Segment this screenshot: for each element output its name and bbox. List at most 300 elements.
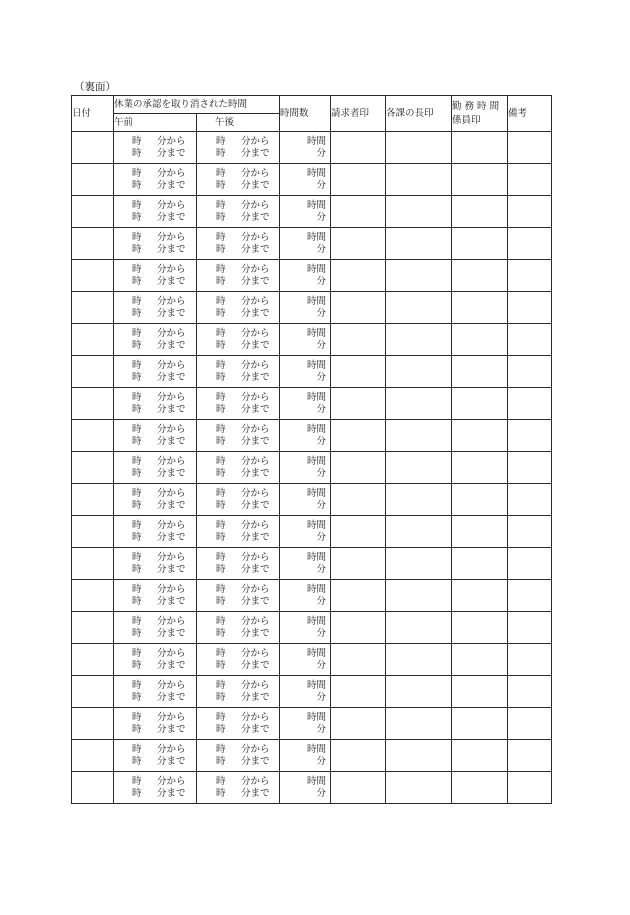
am-cell[interactable] bbox=[114, 420, 197, 452]
until-label: 分まで bbox=[157, 308, 186, 319]
section-chief-seal-cell[interactable] bbox=[386, 452, 452, 484]
pm-cell[interactable] bbox=[197, 196, 280, 228]
am-cell[interactable] bbox=[114, 164, 197, 196]
pm-cell[interactable] bbox=[197, 484, 280, 516]
pm-until-line bbox=[216, 596, 279, 607]
hours-minutes bbox=[280, 424, 330, 447]
am-until-line bbox=[132, 628, 196, 639]
pm-cell[interactable] bbox=[197, 612, 280, 644]
hour-label: 時 bbox=[132, 692, 142, 703]
pm-time-range bbox=[197, 296, 279, 319]
pm-time-range bbox=[197, 328, 279, 351]
section-chief-seal-cell[interactable] bbox=[386, 580, 452, 612]
hours-count-cell[interactable] bbox=[280, 484, 331, 516]
pm-from-line bbox=[216, 424, 279, 435]
hours-label: 時間 bbox=[307, 168, 327, 179]
section-chief-seal-cell[interactable] bbox=[386, 548, 452, 580]
from-label: 分から bbox=[241, 168, 270, 179]
hours-count-cell[interactable] bbox=[280, 356, 331, 388]
remarks-cell[interactable] bbox=[508, 772, 552, 804]
am-until-line bbox=[132, 500, 196, 511]
hours-label: 時間 bbox=[307, 776, 327, 787]
hours-count-cell[interactable] bbox=[280, 612, 331, 644]
table-row bbox=[72, 484, 552, 516]
requester-seal-cell[interactable] bbox=[331, 580, 386, 612]
am-cell[interactable] bbox=[114, 228, 197, 260]
section-chief-seal-cell[interactable] bbox=[386, 420, 452, 452]
date-cell[interactable] bbox=[72, 132, 114, 164]
am-from-line bbox=[132, 552, 196, 563]
date-cell[interactable] bbox=[72, 292, 114, 324]
duty-staff-seal-cell[interactable] bbox=[452, 452, 508, 484]
pm-cell[interactable] bbox=[197, 260, 280, 292]
minutes-label: 分 bbox=[316, 756, 327, 767]
duty-staff-seal-cell[interactable] bbox=[452, 356, 508, 388]
remarks-cell[interactable] bbox=[508, 388, 552, 420]
hour-label: 時 bbox=[132, 660, 142, 671]
duty-staff-seal-cell[interactable] bbox=[452, 228, 508, 260]
hour-label: 時 bbox=[216, 168, 226, 179]
pm-cell[interactable] bbox=[197, 452, 280, 484]
duty-staff-seal-cell[interactable] bbox=[452, 772, 508, 804]
pm-cell[interactable] bbox=[197, 388, 280, 420]
header-date: 日付 bbox=[72, 96, 114, 132]
pm-time-range bbox=[197, 488, 279, 511]
section-chief-seal-cell[interactable] bbox=[386, 516, 452, 548]
hour-label: 時 bbox=[132, 180, 142, 191]
hours-label: 時間 bbox=[307, 552, 327, 563]
pm-time-range bbox=[197, 584, 279, 607]
from-label: 分から bbox=[157, 712, 186, 723]
from-label: 分から bbox=[241, 712, 270, 723]
date-cell[interactable] bbox=[72, 740, 114, 772]
from-label: 分から bbox=[157, 744, 186, 755]
pm-cell[interactable] bbox=[197, 708, 280, 740]
pm-cell[interactable] bbox=[197, 548, 280, 580]
table-row bbox=[72, 644, 552, 676]
cancelled-leave-hours-table bbox=[71, 95, 552, 804]
section-chief-seal-cell[interactable] bbox=[386, 292, 452, 324]
section-chief-seal-cell[interactable] bbox=[386, 612, 452, 644]
am-until-line bbox=[132, 372, 196, 383]
hour-label: 時 bbox=[216, 392, 226, 403]
am-cell[interactable] bbox=[114, 484, 197, 516]
until-label: 分まで bbox=[157, 596, 186, 607]
am-cell[interactable] bbox=[114, 132, 197, 164]
remarks-cell[interactable] bbox=[508, 260, 552, 292]
am-time-range bbox=[114, 136, 196, 159]
header-hours-count: 時間数 bbox=[280, 96, 331, 132]
am-from-line bbox=[132, 168, 196, 179]
am-cell[interactable] bbox=[114, 644, 197, 676]
date-cell[interactable] bbox=[72, 484, 114, 516]
hours-count-cell[interactable] bbox=[280, 580, 331, 612]
table-row bbox=[72, 292, 552, 324]
until-label: 分まで bbox=[241, 692, 270, 703]
pm-cell[interactable] bbox=[197, 228, 280, 260]
hours-count-cell[interactable] bbox=[280, 260, 331, 292]
from-label: 分から bbox=[157, 424, 186, 435]
from-label: 分から bbox=[157, 776, 186, 787]
am-cell[interactable] bbox=[114, 612, 197, 644]
hours-label: 時間 bbox=[307, 264, 327, 275]
duty-staff-seal-cell[interactable] bbox=[452, 292, 508, 324]
from-label: 分から bbox=[241, 392, 270, 403]
hours-count-cell[interactable] bbox=[280, 548, 331, 580]
am-cell[interactable] bbox=[114, 292, 197, 324]
hour-label: 時 bbox=[216, 468, 226, 479]
hour-label: 時 bbox=[132, 744, 142, 755]
pm-until-line bbox=[216, 788, 279, 799]
remarks-cell[interactable] bbox=[508, 708, 552, 740]
hours-count-cell[interactable] bbox=[280, 772, 331, 804]
minutes-label: 分 bbox=[316, 436, 327, 447]
hour-label: 時 bbox=[216, 500, 226, 511]
requester-seal-cell[interactable] bbox=[331, 164, 386, 196]
hours-minutes bbox=[280, 136, 330, 159]
from-label: 分から bbox=[241, 232, 270, 243]
duty-staff-seal-cell[interactable] bbox=[452, 420, 508, 452]
am-from-line bbox=[132, 456, 196, 467]
hour-label: 時 bbox=[132, 520, 142, 531]
hours-label: 時間 bbox=[307, 648, 327, 659]
section-chief-seal-cell[interactable] bbox=[386, 708, 452, 740]
pm-cell[interactable] bbox=[197, 420, 280, 452]
remarks-cell[interactable] bbox=[508, 516, 552, 548]
pm-cell[interactable] bbox=[197, 772, 280, 804]
am-cell[interactable] bbox=[114, 388, 197, 420]
duty-staff-seal-cell[interactable] bbox=[452, 516, 508, 548]
am-time-range bbox=[114, 328, 196, 351]
hour-label: 時 bbox=[132, 244, 142, 255]
pm-cell[interactable] bbox=[197, 324, 280, 356]
remarks-cell[interactable] bbox=[508, 548, 552, 580]
requester-seal-cell[interactable] bbox=[331, 708, 386, 740]
remarks-cell[interactable] bbox=[508, 228, 552, 260]
section-chief-seal-cell[interactable] bbox=[386, 260, 452, 292]
duty-staff-seal-cell[interactable] bbox=[452, 740, 508, 772]
duty-staff-seal-cell[interactable] bbox=[452, 580, 508, 612]
remarks-cell[interactable] bbox=[508, 356, 552, 388]
date-cell[interactable] bbox=[72, 260, 114, 292]
hours-label: 時間 bbox=[307, 360, 327, 371]
until-label: 分まで bbox=[241, 756, 270, 767]
date-cell[interactable] bbox=[72, 548, 114, 580]
hours-count-cell[interactable] bbox=[280, 228, 331, 260]
table-row bbox=[72, 452, 552, 484]
hour-label: 時 bbox=[132, 488, 142, 499]
hours-count-cell[interactable] bbox=[280, 324, 331, 356]
am-cell[interactable] bbox=[114, 740, 197, 772]
pm-from-line bbox=[216, 776, 279, 787]
pm-until-line bbox=[216, 756, 279, 767]
hours-label: 時間 bbox=[307, 744, 327, 755]
hour-label: 時 bbox=[132, 212, 142, 223]
remarks-cell[interactable] bbox=[508, 612, 552, 644]
pm-from-line bbox=[216, 616, 279, 627]
hour-label: 時 bbox=[216, 276, 226, 287]
header-duty-hours-line1: 勤 務 時 間 bbox=[452, 100, 500, 112]
section-chief-seal-cell[interactable] bbox=[386, 644, 452, 676]
remarks-cell[interactable] bbox=[508, 644, 552, 676]
until-label: 分まで bbox=[157, 180, 186, 191]
hour-label: 時 bbox=[216, 232, 226, 243]
hour-label: 時 bbox=[216, 552, 226, 563]
pm-time-range bbox=[197, 392, 279, 415]
hours-count-cell[interactable] bbox=[280, 708, 331, 740]
hours-count-cell[interactable] bbox=[280, 676, 331, 708]
minutes-label: 分 bbox=[316, 596, 327, 607]
duty-staff-seal-cell[interactable] bbox=[452, 708, 508, 740]
until-label: 分まで bbox=[157, 148, 186, 159]
pm-cell[interactable] bbox=[197, 676, 280, 708]
pm-until-line bbox=[216, 308, 279, 319]
pm-cell[interactable] bbox=[197, 644, 280, 676]
requester-seal-cell[interactable] bbox=[331, 420, 386, 452]
hours-count-cell[interactable] bbox=[280, 516, 331, 548]
pm-cell[interactable] bbox=[197, 356, 280, 388]
date-cell[interactable] bbox=[72, 388, 114, 420]
hours-count-cell[interactable] bbox=[280, 388, 331, 420]
hours-count-cell[interactable] bbox=[280, 644, 331, 676]
from-label: 分から bbox=[157, 392, 186, 403]
hour-label: 時 bbox=[216, 488, 226, 499]
duty-staff-seal-cell[interactable] bbox=[452, 388, 508, 420]
requester-seal-cell[interactable] bbox=[331, 356, 386, 388]
hours-count-cell[interactable] bbox=[280, 452, 331, 484]
pm-cell[interactable] bbox=[197, 292, 280, 324]
from-label: 分から bbox=[241, 744, 270, 755]
from-label: 分から bbox=[157, 232, 186, 243]
remarks-cell[interactable] bbox=[508, 292, 552, 324]
am-time-range bbox=[114, 520, 196, 543]
remarks-cell[interactable] bbox=[508, 676, 552, 708]
am-cell[interactable] bbox=[114, 452, 197, 484]
am-cell[interactable] bbox=[114, 324, 197, 356]
hours-count-cell[interactable] bbox=[280, 740, 331, 772]
section-chief-seal-cell[interactable] bbox=[386, 196, 452, 228]
am-cell[interactable] bbox=[114, 196, 197, 228]
table-row bbox=[72, 612, 552, 644]
requester-seal-cell[interactable] bbox=[331, 228, 386, 260]
am-cell[interactable] bbox=[114, 708, 197, 740]
requester-seal-cell[interactable] bbox=[331, 772, 386, 804]
requester-seal-cell[interactable] bbox=[331, 388, 386, 420]
pm-from-line bbox=[216, 584, 279, 595]
date-cell[interactable] bbox=[72, 580, 114, 612]
duty-staff-seal-cell[interactable] bbox=[452, 612, 508, 644]
am-from-line bbox=[132, 328, 196, 339]
requester-seal-cell[interactable] bbox=[331, 484, 386, 516]
pm-until-line bbox=[216, 180, 279, 191]
pm-from-line bbox=[216, 456, 279, 467]
date-cell[interactable] bbox=[72, 196, 114, 228]
requester-seal-cell[interactable] bbox=[331, 196, 386, 228]
duty-staff-seal-cell[interactable] bbox=[452, 164, 508, 196]
date-cell[interactable] bbox=[72, 452, 114, 484]
pm-cell[interactable] bbox=[197, 580, 280, 612]
requester-seal-cell[interactable] bbox=[331, 740, 386, 772]
am-time-range bbox=[114, 200, 196, 223]
date-cell[interactable] bbox=[72, 644, 114, 676]
minutes-label: 分 bbox=[316, 180, 327, 191]
am-until-line bbox=[132, 308, 196, 319]
until-label: 分まで bbox=[157, 436, 186, 447]
pm-until-line bbox=[216, 532, 279, 543]
am-cell[interactable] bbox=[114, 356, 197, 388]
hours-minutes bbox=[280, 360, 330, 383]
until-label: 分まで bbox=[157, 468, 186, 479]
hour-label: 時 bbox=[132, 392, 142, 403]
date-cell[interactable] bbox=[72, 228, 114, 260]
pm-cell[interactable] bbox=[197, 164, 280, 196]
from-label: 分から bbox=[157, 680, 186, 691]
header-am: 午前 bbox=[114, 114, 197, 132]
hour-label: 時 bbox=[216, 564, 226, 575]
am-from-line bbox=[132, 424, 196, 435]
am-until-line bbox=[132, 244, 196, 255]
pm-time-range bbox=[197, 648, 279, 671]
date-cell[interactable] bbox=[72, 708, 114, 740]
hours-count-cell[interactable] bbox=[280, 164, 331, 196]
until-label: 分まで bbox=[241, 596, 270, 607]
date-cell[interactable] bbox=[72, 420, 114, 452]
from-label: 分から bbox=[241, 488, 270, 499]
date-cell[interactable] bbox=[72, 772, 114, 804]
section-chief-seal-cell[interactable] bbox=[386, 228, 452, 260]
date-cell[interactable] bbox=[72, 612, 114, 644]
from-label: 分から bbox=[157, 360, 186, 371]
from-label: 分から bbox=[157, 264, 186, 275]
section-chief-seal-cell[interactable] bbox=[386, 484, 452, 516]
minutes-label: 分 bbox=[316, 500, 327, 511]
section-chief-seal-cell[interactable] bbox=[386, 676, 452, 708]
duty-staff-seal-cell[interactable] bbox=[452, 132, 508, 164]
am-time-range bbox=[114, 360, 196, 383]
requester-seal-cell[interactable] bbox=[331, 132, 386, 164]
hours-count-cell[interactable] bbox=[280, 132, 331, 164]
am-cell[interactable] bbox=[114, 772, 197, 804]
remarks-cell[interactable] bbox=[508, 580, 552, 612]
requester-seal-cell[interactable] bbox=[331, 324, 386, 356]
hour-label: 時 bbox=[216, 212, 226, 223]
duty-staff-seal-cell[interactable] bbox=[452, 260, 508, 292]
requester-seal-cell[interactable] bbox=[331, 260, 386, 292]
duty-staff-seal-cell[interactable] bbox=[452, 324, 508, 356]
date-cell[interactable] bbox=[72, 676, 114, 708]
remarks-cell[interactable] bbox=[508, 740, 552, 772]
section-chief-seal-cell[interactable] bbox=[386, 132, 452, 164]
pm-until-line bbox=[216, 724, 279, 735]
table-row bbox=[72, 164, 552, 196]
hours-minutes bbox=[280, 744, 330, 767]
duty-staff-seal-cell[interactable] bbox=[452, 548, 508, 580]
date-cell[interactable] bbox=[72, 164, 114, 196]
date-cell[interactable] bbox=[72, 324, 114, 356]
date-cell[interactable] bbox=[72, 516, 114, 548]
am-cell[interactable] bbox=[114, 516, 197, 548]
requester-seal-cell[interactable] bbox=[331, 516, 386, 548]
duty-staff-seal-cell[interactable] bbox=[452, 196, 508, 228]
hour-label: 時 bbox=[132, 756, 142, 767]
requester-seal-cell[interactable] bbox=[331, 612, 386, 644]
remarks-cell[interactable] bbox=[508, 324, 552, 356]
hours-minutes bbox=[280, 232, 330, 255]
date-cell[interactable] bbox=[72, 356, 114, 388]
until-label: 分まで bbox=[241, 212, 270, 223]
from-label: 分から bbox=[241, 456, 270, 467]
am-from-line bbox=[132, 488, 196, 499]
am-cell[interactable] bbox=[114, 580, 197, 612]
am-cell[interactable] bbox=[114, 676, 197, 708]
remarks-cell[interactable] bbox=[508, 164, 552, 196]
pm-cell[interactable] bbox=[197, 516, 280, 548]
remarks-cell[interactable] bbox=[508, 452, 552, 484]
hours-count-cell[interactable] bbox=[280, 292, 331, 324]
remarks-cell[interactable] bbox=[508, 420, 552, 452]
requester-seal-cell[interactable] bbox=[331, 292, 386, 324]
hours-count-cell[interactable] bbox=[280, 420, 331, 452]
section-chief-seal-cell[interactable] bbox=[386, 388, 452, 420]
hours-label: 時間 bbox=[307, 456, 327, 467]
table-row bbox=[72, 548, 552, 580]
am-cell[interactable] bbox=[114, 548, 197, 580]
pm-until-line bbox=[216, 404, 279, 415]
hour-label: 時 bbox=[216, 756, 226, 767]
requester-seal-cell[interactable] bbox=[331, 676, 386, 708]
hour-label: 時 bbox=[132, 276, 142, 287]
until-label: 分まで bbox=[157, 212, 186, 223]
from-label: 分から bbox=[157, 456, 186, 467]
pm-cell[interactable] bbox=[197, 740, 280, 772]
am-until-line bbox=[132, 468, 196, 479]
remarks-cell[interactable] bbox=[508, 132, 552, 164]
hours-minutes bbox=[280, 392, 330, 415]
section-chief-seal-cell[interactable] bbox=[386, 740, 452, 772]
section-chief-seal-cell[interactable] bbox=[386, 772, 452, 804]
pm-time-range bbox=[197, 200, 279, 223]
am-cell[interactable] bbox=[114, 260, 197, 292]
header-pm: 午後 bbox=[197, 114, 280, 132]
section-chief-seal-cell[interactable] bbox=[386, 164, 452, 196]
requester-seal-cell[interactable] bbox=[331, 452, 386, 484]
requester-seal-cell[interactable] bbox=[331, 548, 386, 580]
pm-from-line bbox=[216, 680, 279, 691]
hours-label: 時間 bbox=[307, 520, 327, 531]
header-duty-hours-staff-seal bbox=[452, 96, 508, 132]
remarks-cell[interactable] bbox=[508, 484, 552, 516]
pm-time-range bbox=[197, 552, 279, 575]
duty-staff-seal-cell[interactable] bbox=[452, 676, 508, 708]
am-until-line bbox=[132, 276, 196, 287]
duty-staff-seal-cell[interactable] bbox=[452, 484, 508, 516]
remarks-cell[interactable] bbox=[508, 196, 552, 228]
from-label: 分から bbox=[157, 584, 186, 595]
minutes-label: 分 bbox=[316, 148, 327, 159]
duty-staff-seal-cell[interactable] bbox=[452, 644, 508, 676]
am-from-line bbox=[132, 136, 196, 147]
section-chief-seal-cell[interactable] bbox=[386, 356, 452, 388]
minutes-label: 分 bbox=[316, 404, 327, 415]
hour-label: 時 bbox=[216, 776, 226, 787]
hours-count-cell[interactable] bbox=[280, 196, 331, 228]
am-time-range bbox=[114, 680, 196, 703]
pm-cell[interactable] bbox=[197, 132, 280, 164]
section-chief-seal-cell[interactable] bbox=[386, 324, 452, 356]
hours-minutes bbox=[280, 456, 330, 479]
requester-seal-cell[interactable] bbox=[331, 644, 386, 676]
until-label: 分まで bbox=[241, 148, 270, 159]
